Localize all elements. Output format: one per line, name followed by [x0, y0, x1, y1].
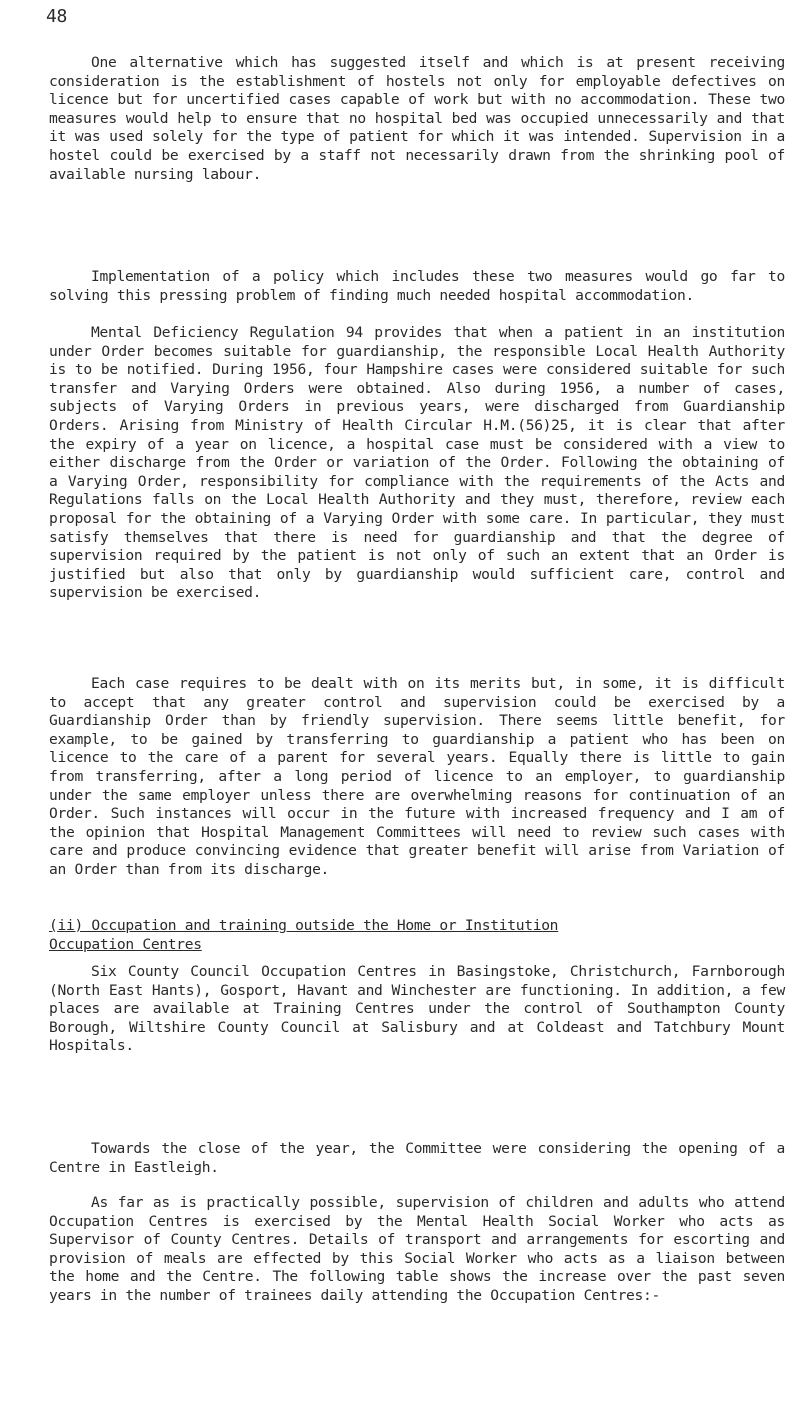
paragraph-eastleigh: Towards the close of the year, the Committee were considering the opening of a Centre in Eastleigh. — [49, 1140, 785, 1176]
section-subtitle: Occupation Centres — [49, 935, 202, 953]
section-heading — [49, 917, 785, 954]
paragraph-hostels: One alternative which has suggested itself and which is at present receiving consideration is the establishment of hostels not only for employable defectives on licence but for uncertified cases capable of work but with no accommodation. These two measures would help to ensure that no hospital bed was occupied unnecessarily and that it was used solely for the type of patient for which it was intended. Supervision in a hostel could be exercised by a staff not necessarily drawn from the shrinking pool of available nursing labour. — [49, 54, 785, 183]
section-title: (ii) Occupation and training outside the Home or Institution — [49, 917, 559, 934]
paragraph-supervision: As far as is practically possible, supervision of children and adults who attend Occupation Centres is exercised by the Mental Health Social Worker who acts as Supervisor of County Centres. Details of transport and arrangements for escorting and provision of meals are effected by this Social Worker who acts as a liaison between the home and the Centre. The following table shows the increase over the past seven years in the number of trainees daily attending the Occupation Centres:- — [49, 1194, 785, 1304]
paragraph-case-merits: Each case requires to be dealt with on its merits but, in some, it is difficult to accept that any greater control and supervision could be exercised by a Guardianship Order than by friendly supervision. There seems little benefit, for example, to be gained by transferring to guardianship a patient who has been on licence to the care of a parent for several years. Equally there is little to gain from transferring, after a long period of licence to an employer, to guardianship under the same employer unless there are overwhelming reasons for continuation of an Order. Such instances will occur in the future with increased frequency and I am of the opinion that Hospital Management Committees will need to review such cases with care and produce convincing evidence that greater benefit will arise from Variation of an Order than from its discharge. — [49, 675, 785, 878]
paragraph-occupation-centres: Six County Council Occupation Centres in Basingstoke, Christchurch, Farnborough (North East Hants), Gosport, Havant and Winchester are functioning. In addition, a few places are available at Training Centres under the control of Southampton County Borough, Wiltshire County Council at Salisbury and at Coldeast and Tatchbury Mount Hospitals. — [49, 963, 785, 1055]
page-number: 48 — [46, 6, 68, 27]
paragraph-regulation-94: Mental Deficiency Regulation 94 provides that when a patient in an institution under Order becomes suitable for guardianship, the responsible Local Health Authority is to be notified. During 1956, four Hampshire cases were considered suitable for such transfer and Varying Orders were obtained. Also during 1956, a number of cases, subjects of Varying Orders in previous years, were discharged from Guardianship Orders. Arising from Ministry of Health Circular H.M.(56)25, it is clear that after the expiry of a year on licence, a hospital case must be considered with a view to either discharge from the Order or variation of the Order. Following the obtaining of a Varying Order, responsibility for compliance with the requirements of the Acts and Regulations falls on the Local Health Authority and they must, therefore, review each proposal for the obtaining of a Varying Order with some care. In particular, they must satisfy themselves that there is need for guardianship and that the degree of supervision required by the patient is not only of such an extent that an Order is justified but also that only by guardianship would sufficient care, control and supervision be exercised. — [49, 324, 785, 602]
paragraph-implementation: Implementation of a policy which includes these two measures would go far to solving this pressing problem of finding much needed hospital accommodation. — [49, 268, 785, 304]
